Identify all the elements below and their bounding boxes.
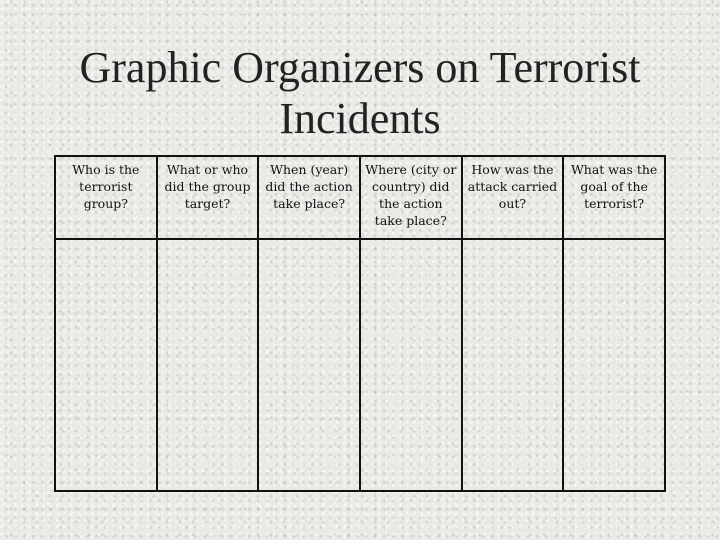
cell-location[interactable]	[360, 239, 462, 491]
header-row	[55, 156, 665, 239]
column-header-year: When (year) did the action take place?	[258, 156, 360, 239]
slide-title-line-2: Incidents	[279, 94, 441, 143]
table-row	[55, 239, 665, 491]
cell-terrorist-group[interactable]	[55, 239, 157, 491]
graphic-organizer-table	[54, 155, 666, 492]
column-header-location: Where (city or country) did the action take place?	[360, 156, 462, 239]
cell-year[interactable]	[258, 239, 360, 491]
slide-title-line-1: Graphic Organizers on Terrorist	[79, 43, 641, 92]
column-header-goal: What was the goal of the terrorist?	[563, 156, 665, 239]
table-body	[55, 239, 665, 491]
column-header-method: How was the attack carried out?	[462, 156, 564, 239]
column-header-target: What or who did the group target?	[157, 156, 259, 239]
table-header	[55, 156, 665, 239]
slide-title	[40, 42, 680, 144]
column-header-terrorist-group: Who is the terrorist group?	[55, 156, 157, 239]
cell-target[interactable]	[157, 239, 259, 491]
cell-method[interactable]	[462, 239, 564, 491]
cell-goal[interactable]	[563, 239, 665, 491]
